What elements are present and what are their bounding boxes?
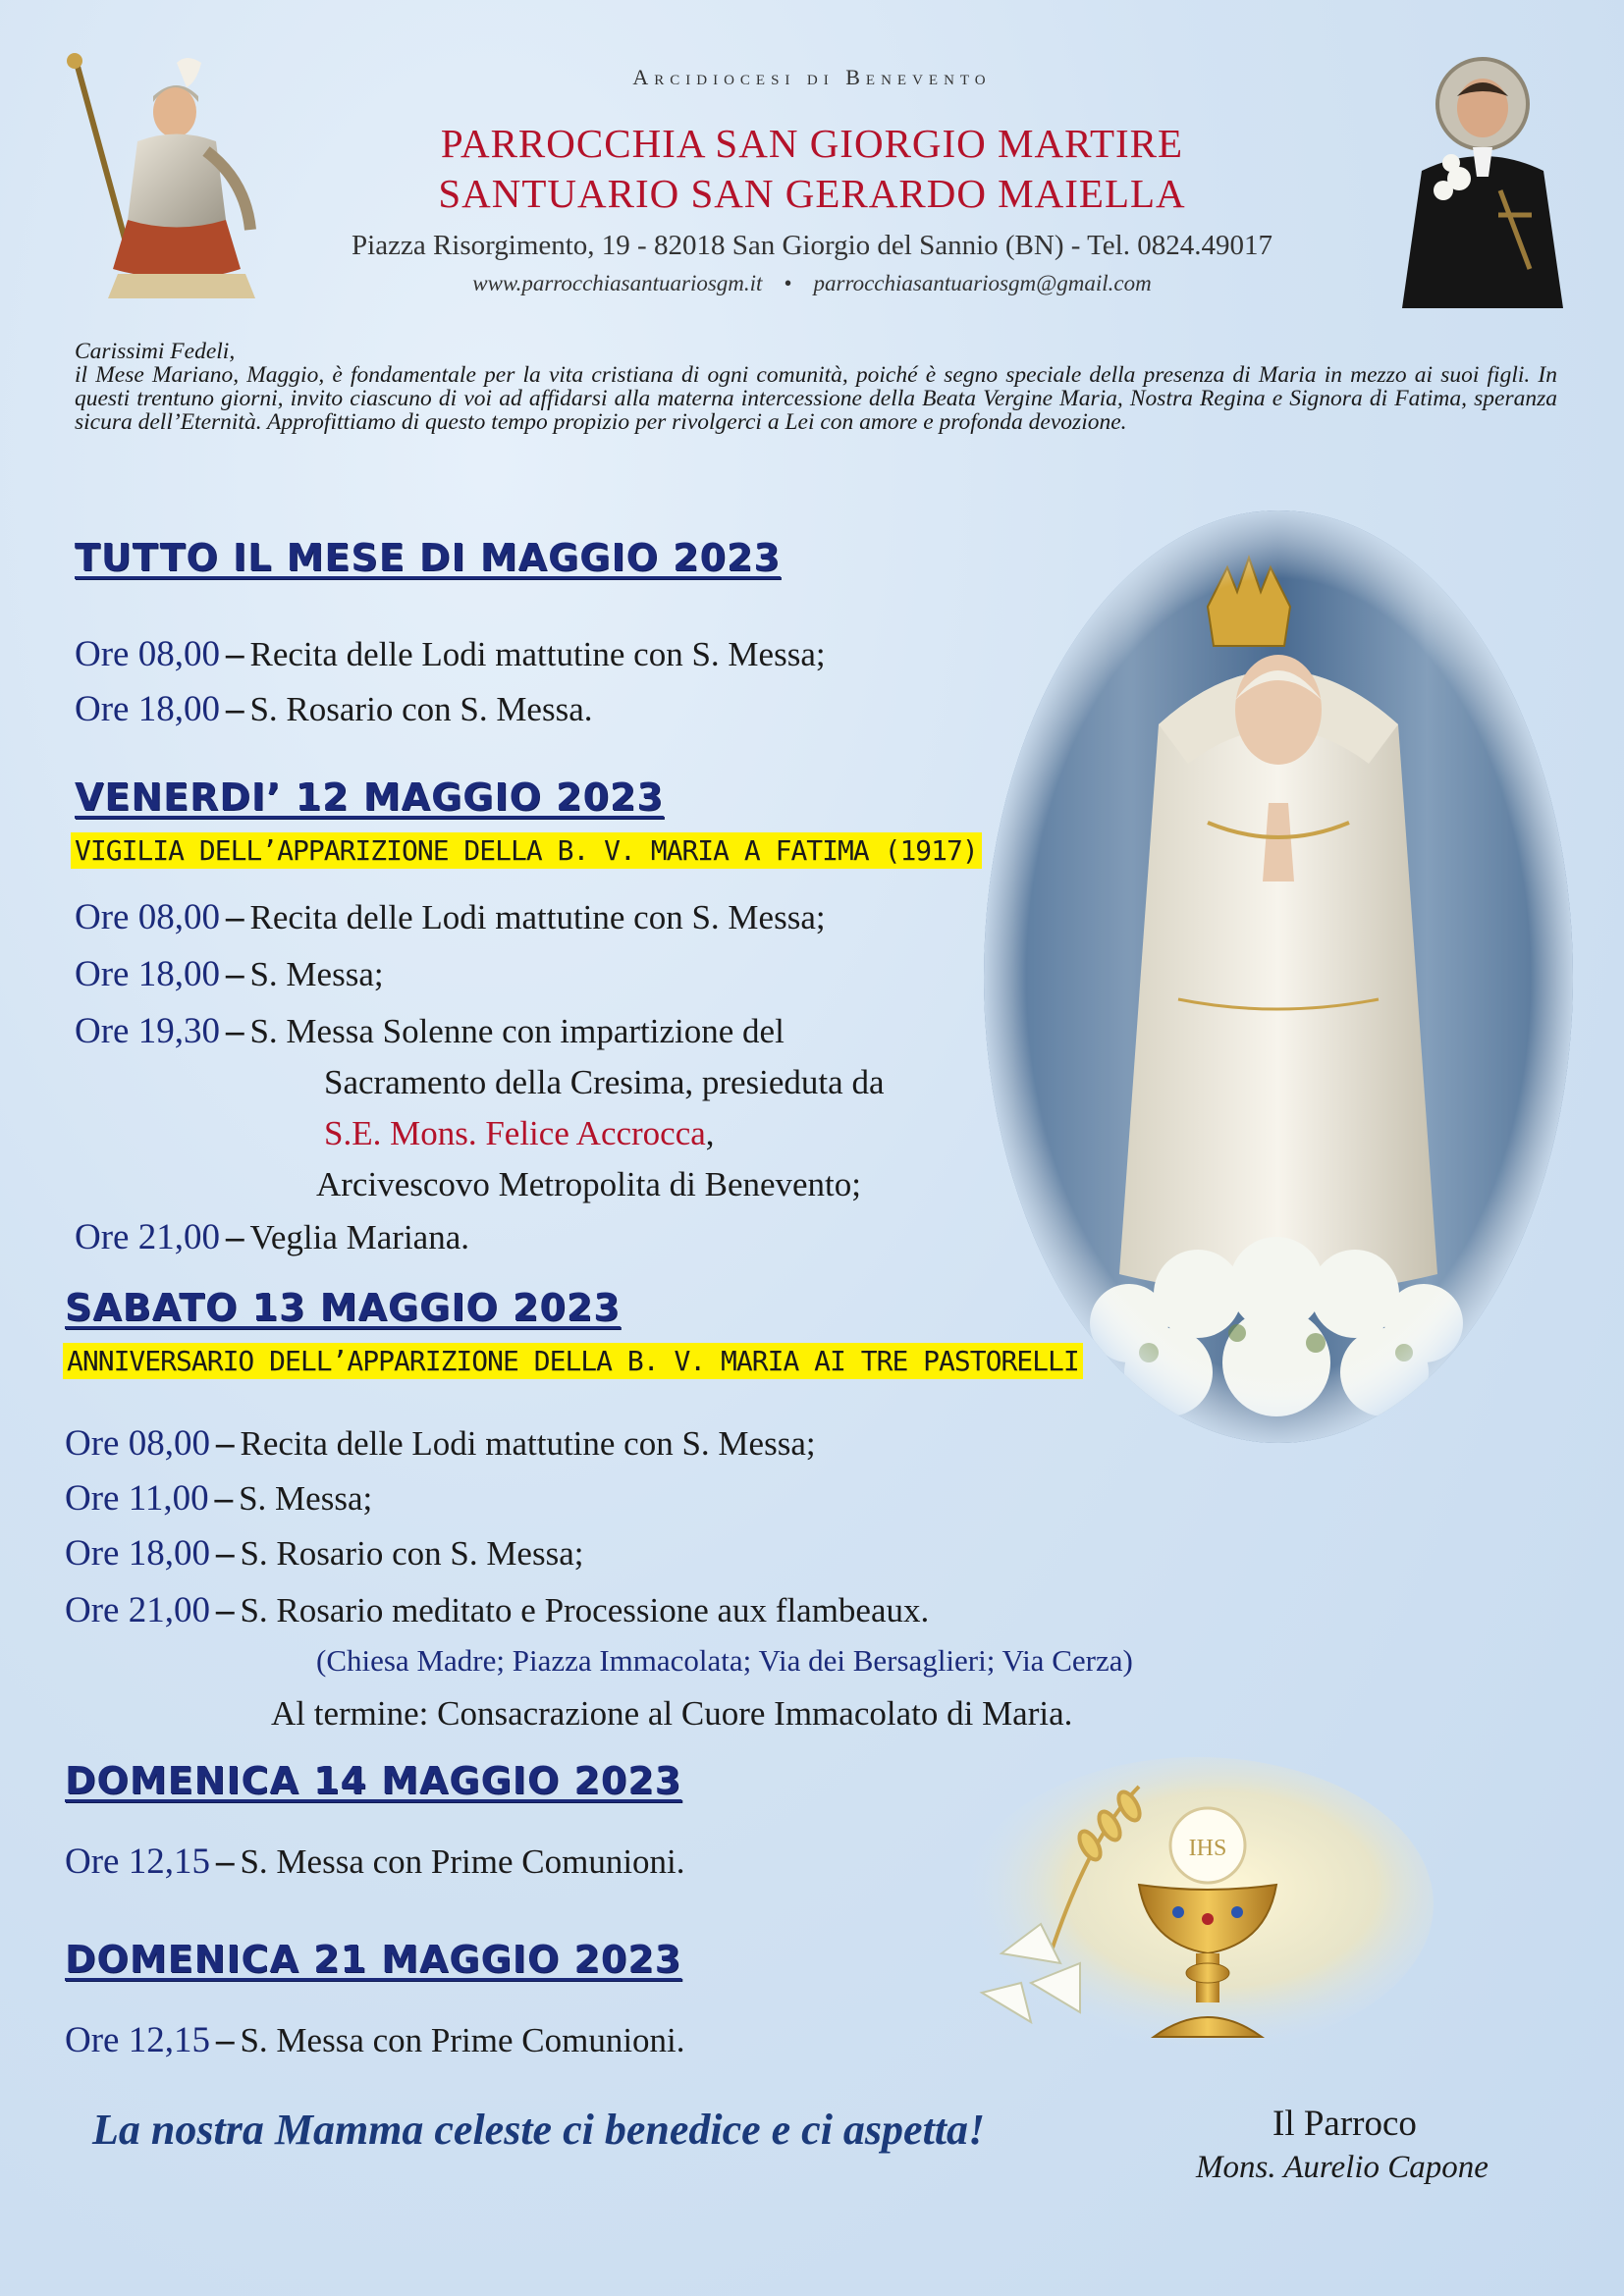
parish-address: Piazza Risorgimento, 19 - 82018 San Giorgio del Sannio (BN) - Tel. 0824.49017 [352, 230, 1272, 261]
signature-role: Il Parroco [1272, 2104, 1417, 2144]
procession-route: (Chiesa Madre; Piazza Immacolata; Via dei Bersaglieri; Via Cerza) [316, 1643, 1133, 1678]
schedule-row: Ore 21,00 – S. Rosario meditato e Processione aux flambeaux. [65, 1590, 930, 1630]
our-lady-of-fatima-image [982, 508, 1575, 1446]
blessing-message: La nostra Mamma celeste ci benedice e ci aspetta! [92, 2106, 986, 2154]
schedule-continuation: Arcivescovo Metropolita di Benevento; [316, 1165, 861, 1203]
section-subtitle-friday: VIGILIA DELL’APPARIZIONE DELLA B. V. MARIA A FATIMA (1917) [71, 832, 982, 869]
schedule-row: Ore 18,00 – S. Messa; [75, 954, 384, 994]
section-title-friday: VENERDI’ 12 MAGGIO 2023 [75, 775, 664, 819]
section-subtitle-saturday: ANNIVERSARIO DELL’APPARIZIONE DELLA B. V. MARIA AI TRE PASTORELLI [63, 1343, 1083, 1379]
schedule-row: Ore 12,15 – S. Messa con Prime Comunioni. [65, 1842, 685, 1882]
bishop-name: S.E. Mons. Felice Accrocca [324, 1114, 706, 1152]
schedule-row: Ore 21,00 – Veglia Mariana. [75, 1217, 469, 1257]
eucharist-chalice-image [943, 1757, 1434, 2061]
archdiocese-label: Arcidiocesi di Benevento [632, 65, 992, 89]
saint-george-image [59, 53, 260, 308]
bishop-line: S.E. Mons. Felice Accrocca, [324, 1114, 715, 1152]
schedule-row: Ore 12,15 – S. Messa con Prime Comunioni. [65, 2020, 685, 2060]
section-title-sunday-14: DOMENICA 14 MAGGIO 2023 [65, 1759, 682, 1802]
section-title-all-month: TUTTO IL MESE DI MAGGIO 2023 [75, 536, 781, 579]
saint-gerard-image [1382, 53, 1584, 308]
email-link[interactable]: parrocchiasantuariosgm@gmail.com [813, 271, 1152, 295]
schedule-row: Ore 08,00 – Recita delle Lodi mattutine con S. Messa; [75, 634, 826, 674]
schedule-row: Ore 08,00 – Recita delle Lodi mattutine con S. Messa; [65, 1423, 816, 1464]
schedule-continuation: Sacramento della Cresima, presieduta da [324, 1063, 885, 1101]
section-title-sunday-21: DOMENICA 21 MAGGIO 2023 [65, 1938, 682, 1981]
intro-body: il Mese Mariano, Maggio, è fondamentale per la vita cristiana di ogni comunità, poiché è segno speciale della presenza di Maria in mezzo ai suoi figli. In questi trentuno giorni, invito ciascuno di voi ad affidarsi alla materna intercessione della Beata Vergine Maria, Nostra Regina e Signora di Fatima, speranza sicura dell’Eternità. Approfittiamo di questo tempo propizio per rivolgerci a Lei con amore e profonda devozione. [75, 362, 1557, 435]
schedule-row: Ore 08,00 – Recita delle Lodi mattutine con S. Messa; [75, 897, 826, 937]
signature-name: Mons. Aurelio Capone [1196, 2150, 1489, 2185]
schedule-row: Ore 11,00 – S. Messa; [65, 1478, 373, 1519]
website-link[interactable]: www.parrocchiasantuariosgm.it [472, 271, 763, 295]
parish-name: PARROCCHIA SAN GIORGIO MARTIRE [440, 121, 1184, 166]
sanctuary-name: SANTUARIO SAN GERARDO MAIELLA [438, 171, 1186, 216]
section-title-saturday: SABATO 13 MAGGIO 2023 [65, 1286, 621, 1329]
separator: • [784, 271, 792, 295]
intro-greeting: Carissimi Fedeli, [75, 339, 236, 364]
schedule-row: Ore 19,30 – S. Messa Solenne con impartizione del [75, 1011, 785, 1051]
schedule-row: Ore 18,00 – S. Rosario con S. Messa; [65, 1533, 584, 1574]
consecration-note: Al termine: Consacrazione al Cuore Immacolato di Maria. [271, 1694, 1073, 1733]
host-ihs-text: IHS [1188, 1836, 1227, 1861]
intro-letter [75, 340, 1557, 434]
schedule-row: Ore 18,00 – S. Rosario con S. Messa. [75, 689, 593, 729]
